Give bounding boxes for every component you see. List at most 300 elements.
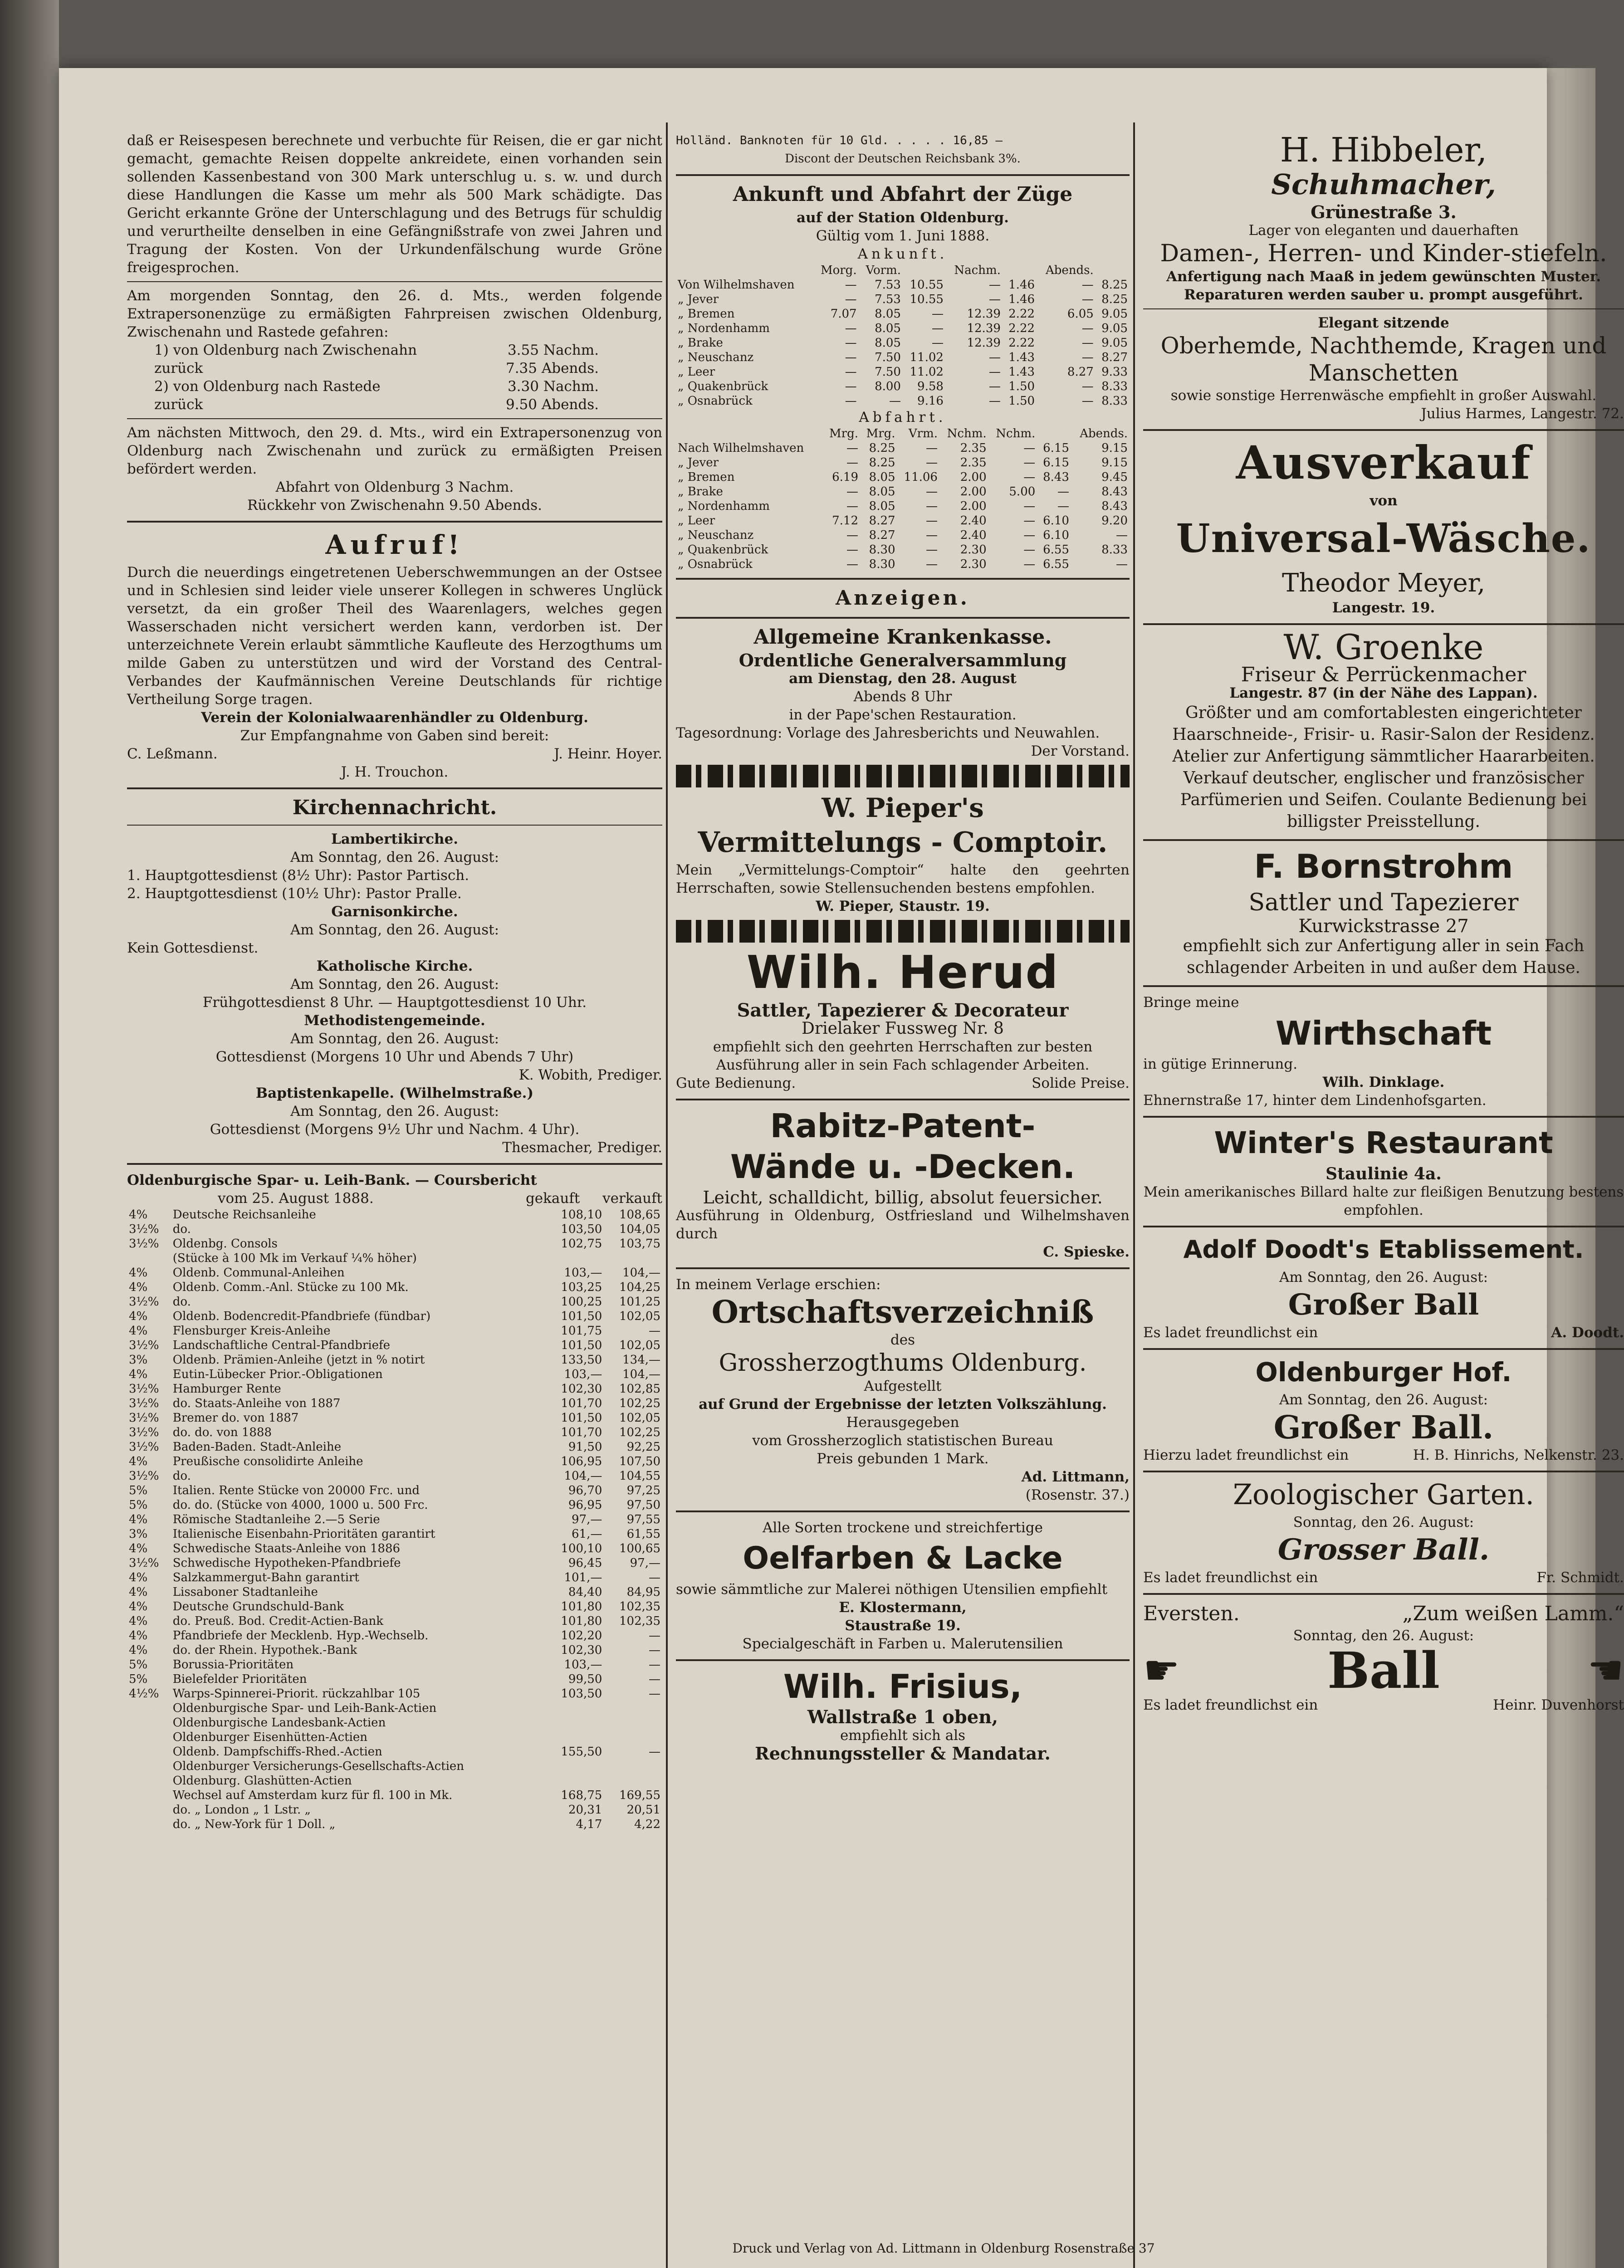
kurs-name: Oldenb. Prämien-Anleihe (jetzt in % notirt	[172, 1353, 425, 1367]
harmes-2: Oberhemde, Nachthemde, Kragen und Manschetten	[1160, 332, 1607, 386]
empfang-line: Zur Empfangnahme von Gaben sind bereit:	[240, 728, 549, 744]
kurs-rate: 4%	[129, 1310, 148, 1323]
kurs-name: Oldenburg. Glashütten-Actien	[172, 1774, 352, 1788]
train-time: —	[845, 394, 857, 408]
frisius-t2: Rechnungssteller & Mandatar.	[755, 1743, 1051, 1764]
table-row	[676, 557, 1130, 572]
herud-sub: Sattler, Tapezierer & Decorateur	[737, 1000, 1069, 1021]
herud-right: Solide Preise.	[1032, 1075, 1130, 1091]
train-time: —	[1023, 456, 1036, 469]
train-time: 8.25	[1101, 278, 1128, 292]
kurs-name: do.	[172, 1295, 191, 1309]
doodt-footer	[1143, 1324, 1624, 1342]
extrazug-route: zurück	[154, 396, 203, 413]
church-date: Am Sonntag, den 26. August:	[290, 1103, 499, 1119]
doodt-invite: Es ladet freundlichst ein	[1143, 1325, 1318, 1341]
ohof-footer	[1143, 1446, 1624, 1464]
station-name: „ Bremen	[678, 470, 735, 484]
train-time: —	[931, 336, 944, 350]
train-time: —	[846, 499, 858, 513]
table-row	[676, 543, 1130, 557]
kurs-rate: 3½%	[129, 1339, 159, 1352]
groenke-addr: Langestr. 87 (in der Nähe des Lappan).	[1229, 685, 1538, 701]
table-row	[676, 441, 1130, 455]
table-row	[127, 1309, 662, 1324]
kurs-bought: 155,50	[561, 1745, 602, 1759]
kk-order: Tagesordnung: Vorlage des Jahresberichts und Neuwahlen.	[676, 725, 1100, 741]
zoo-date: Sonntag, den 26. August:	[1293, 1514, 1474, 1530]
kurs-bought: 101,75	[561, 1324, 602, 1338]
train-time: 8.05	[869, 499, 895, 513]
train-time: —	[1081, 278, 1094, 292]
station-name: Nach Wilhelmshaven	[678, 441, 804, 455]
train-time: —	[846, 456, 858, 469]
train-time: 10.55	[910, 293, 944, 306]
table-row	[676, 470, 1130, 484]
table-row	[127, 1730, 662, 1745]
train-time: 8.25	[869, 441, 895, 455]
kurs-name: Bielefelder Prioritäten	[172, 1672, 307, 1686]
kurs-name: Wechsel auf Amsterdam kurz für fl. 100 in Mk.	[172, 1789, 453, 1802]
table-row	[127, 1716, 662, 1730]
mittwoch-return: Rückkehr von Zwischenahn 9.50 Abends.	[247, 497, 543, 513]
kurs-rate	[127, 1817, 171, 1832]
train-time: 8.33	[1101, 380, 1128, 393]
train-time: 8.27	[869, 514, 895, 528]
station-name: „ Brake	[678, 485, 723, 499]
table-row	[127, 1411, 662, 1425]
kk-sub: Ordentliche Generalversammlung	[739, 650, 1067, 670]
hibbeler-lager: Lager von eleganten und dauerhaften	[1248, 222, 1519, 239]
frisius-name: Wilh. Frisius,	[783, 1667, 1022, 1706]
table-row	[127, 1527, 662, 1541]
table-row	[127, 1483, 662, 1498]
train-time: 9.15	[1101, 441, 1128, 455]
table-row	[127, 1803, 662, 1817]
wirthschaft: Wirthschaft	[1275, 1014, 1492, 1052]
station-name: „ Leer	[678, 514, 715, 528]
train-time: 6.10	[1043, 528, 1069, 542]
abfahrt-label: Abfahrt.	[859, 409, 947, 425]
divider	[1143, 623, 1624, 625]
train-time: 2.40	[960, 514, 987, 528]
kurs-rate: 4%	[129, 1614, 148, 1628]
kurs-name: (Stücke à 100 Mk im Verkauf ¼% höher)	[172, 1251, 417, 1265]
kurs-bought: 96,95	[568, 1498, 602, 1512]
church-baptisten: Baptistenkapelle. (Wilhelmstraße.)	[255, 1085, 534, 1101]
extrazug-row	[127, 359, 662, 377]
kurs-rate: 4%	[129, 1600, 148, 1613]
rabitz-sig: C. Spieske.	[1043, 1244, 1130, 1260]
train-time: 2.00	[960, 499, 987, 513]
kurs-sold: 104,25	[619, 1281, 660, 1294]
table-row	[127, 1353, 662, 1367]
kk-title: Allgemeine Krankenkasse.	[753, 626, 1052, 649]
train-time: 8.43	[1101, 485, 1128, 499]
groenke-text: Größter und am comfortablesten eingerichteter Haarschneide-, Frisir- u. Rasir-Salon der Residenz. Atelier zur Anfertigung sämmtlicher Haararbeiten. Verkauf deutscher, englischer und französischer Parfümerien und Seifen. Coulante Bedienung bei billigster Preisstellung.	[1172, 704, 1595, 831]
table-row	[127, 1512, 662, 1527]
timetable-head: Vrm.	[908, 427, 938, 440]
train-time: —	[1057, 499, 1069, 513]
kk-sig: Der Vorstand.	[1031, 743, 1130, 759]
kirchen-title: Kirchennachricht.	[292, 796, 497, 819]
lamm-ball-row	[1143, 1641, 1624, 1700]
table-row	[127, 1222, 662, 1237]
kurs-bought	[546, 1716, 604, 1730]
kurs-rate: 3½%	[129, 1556, 159, 1570]
kurs-sold: 97,50	[626, 1498, 660, 1512]
table-row	[676, 499, 1130, 513]
kurs-bought: 20,31	[568, 1803, 602, 1817]
kurs-sold: 102,25	[619, 1397, 660, 1410]
table-row	[127, 1701, 662, 1716]
kurs-rate: 4%	[129, 1455, 148, 1468]
timetable-head	[676, 426, 823, 441]
anzeigen-title: Anzeigen.	[836, 587, 970, 610]
kurs-rate: 4%	[129, 1266, 148, 1280]
kurs-name: Deutsche Grundschuld-Bank	[172, 1600, 344, 1613]
train-time: —	[988, 394, 1001, 408]
kurs-sold: 102,35	[619, 1614, 660, 1628]
kurs-sold: 102,35	[619, 1600, 660, 1613]
table-row	[676, 455, 1130, 470]
train-time: 7.53	[875, 293, 901, 306]
church-date: Am Sonntag, den 26. August:	[290, 849, 499, 865]
train-time: 8.43	[1043, 470, 1069, 484]
name-2: J. Heinr. Hoyer.	[554, 746, 662, 762]
kurs-bought: 101,80	[561, 1600, 602, 1613]
column-2	[676, 132, 1130, 2263]
station-name: „ Osnabrück	[678, 394, 753, 408]
kurs-name: Landschaftliche Central-Pfandbriefe	[172, 1339, 390, 1352]
pieper-sig: W. Pieper, Staustr. 19.	[816, 898, 990, 914]
kurs-name: Oldenburgische Spar- und Leih-Bank-Actien	[172, 1701, 437, 1715]
kurs-bought: 103,—	[564, 1368, 602, 1381]
kurs-sold: —	[649, 1643, 660, 1657]
kurs-sold: 102,05	[619, 1339, 660, 1352]
orts-b: auf Grund der Ergebnisse der letzten Volkszählung.	[699, 1396, 1107, 1413]
kurs-name: Preußische consolidirte Anleihe	[172, 1455, 363, 1468]
kurs-bought: 103,—	[564, 1658, 602, 1672]
train-time: —	[1023, 543, 1036, 557]
kurs-rate: 5%	[129, 1498, 148, 1512]
train-time: —	[1023, 470, 1036, 484]
kurs-bought: 103,25	[561, 1281, 602, 1294]
kurs-rate: 3½%	[129, 1237, 159, 1251]
kurs-bought: 102,75	[561, 1237, 602, 1251]
kurs-sold	[604, 1701, 662, 1716]
column-rule	[666, 122, 668, 2268]
train-time: —	[988, 293, 1001, 306]
rabitz-3: Leicht, schalldicht, billig, absolut feuersicher.	[703, 1188, 1103, 1207]
zoo-invite: Es ladet freundlichst ein	[1143, 1569, 1318, 1586]
mittwoch-departure: Abfahrt von Oldenburg 3 Nachm.	[275, 479, 514, 495]
column-rule	[1133, 122, 1135, 2268]
frisius-addr: Wallstraße 1 oben,	[807, 1706, 998, 1728]
ankunft-label: Ankunft.	[857, 246, 948, 262]
divider	[1143, 1348, 1624, 1350]
train-time: —	[845, 380, 857, 393]
kurs-bought: 100,10	[561, 1542, 602, 1555]
timetable-head: Morg.	[820, 264, 857, 277]
station-name: „ Bremen	[678, 307, 735, 321]
divider	[127, 825, 662, 826]
harmes-1: Elegant sitzende	[1318, 315, 1449, 331]
kurs-bought: 104,—	[564, 1469, 602, 1483]
kurs-name: Oldenburger Eisenhütten-Actien	[172, 1730, 367, 1744]
kurs-sold: 104,—	[622, 1266, 660, 1280]
station-name: „ Nordenhamm	[678, 499, 770, 513]
orts-a: Aufgestellt	[864, 1378, 942, 1394]
orts-c: Herausgegeben	[846, 1414, 959, 1431]
pointing-hand-right-icon: ☛	[1143, 1647, 1180, 1694]
orts-d: vom Grossherzoglich statistischen Bureau	[752, 1432, 1053, 1449]
table-row	[127, 1672, 662, 1686]
kurs-bought: 101,70	[561, 1426, 602, 1439]
pieper-title: Vermittelungs - Comptoir.	[698, 826, 1108, 859]
train-time: 8.25	[1101, 293, 1128, 306]
extrazug-notice: Am morgenden Sonntag, den 26. d. Mts., werden folgende Extrapersonenzüge zu ermäßigten Fahrpreisen zwischen Oldenburg, Zwischenahn und Rastede gefahren:	[127, 288, 662, 340]
kk-time: Abends 8 Uhr	[853, 689, 952, 705]
kurs-sold: 61,55	[626, 1527, 660, 1541]
table-row	[676, 365, 1130, 379]
kurs-bought: 101,50	[561, 1339, 602, 1352]
table-row	[676, 336, 1130, 350]
divider	[676, 1510, 1130, 1512]
kurs-sold: —	[649, 1658, 660, 1672]
kurs-name: Deutsche Reichsanleihe	[172, 1208, 316, 1222]
train-time: —	[1116, 528, 1128, 542]
kurs-rate: 3½%	[129, 1440, 159, 1454]
kurs-name: do. „ London „ 1 Lstr. „	[172, 1803, 311, 1817]
kurs-rate: 4%	[129, 1513, 148, 1526]
doodt-ball: Großer Ball	[1288, 1288, 1479, 1322]
doodt-sig: A. Doodt.	[1551, 1325, 1624, 1341]
orts-title: Ortschaftsverzeichniß	[711, 1294, 1094, 1330]
train-time: 6.15	[1043, 456, 1069, 469]
aufruf-text: Durch die neuerdings eingetretenen Ueberschwemmungen an der Ostsee und in Schlesien sind leider viele unserer Kollegen in schweres Unglück versetzt, da ein großer Theil des Waarenlagers, welches gegen Wasserschaden nicht versichert werden kann, verdorben ist. Der unterzeichnete Verein erlaubt sämmtliche Kaufleute des Herzogthums um milde Gaben zu unterstützen und wird der Vorstand des Central-Verbandes der Kaufmännischen Vereine Deutschlands für richtige Vertheilung Sorge tragen.	[127, 564, 662, 708]
kurs-sold	[604, 1251, 662, 1266]
table-row	[127, 1686, 662, 1701]
ornament-band	[676, 765, 1130, 787]
timetable-head: Nachm.	[954, 264, 1001, 277]
table-row	[127, 1295, 662, 1309]
orts-sig2: (Rosenstr. 37.)	[1025, 1487, 1130, 1503]
kurs-sold: —	[649, 1672, 660, 1686]
train-time: 7.12	[832, 514, 858, 528]
kurs-sold: 108,65	[619, 1208, 660, 1222]
church-methodisten: Methodistengemeinde.	[304, 1012, 485, 1029]
train-time: 9.05	[1101, 322, 1128, 335]
table-row	[676, 321, 1130, 336]
verein-name: Verein der Kolonialwaarenhändler zu Oldenburg.	[201, 709, 588, 726]
table-row	[127, 1251, 662, 1266]
train-time: —	[988, 365, 1001, 379]
extrazug-route: 2) von Oldenburg nach Rastede	[154, 378, 381, 395]
kurs-name: do. do. (Stücke von 4000, 1000 u. 500 Frc.	[172, 1498, 428, 1512]
ornament-band	[676, 920, 1130, 943]
train-time: 9.45	[1101, 470, 1128, 484]
kurs-name: Italien. Rente Stücke von 20000 Frc. und	[172, 1484, 420, 1497]
kurs-rate: 5%	[129, 1658, 148, 1672]
kurs-sold: —	[649, 1324, 660, 1338]
kurs-sold: 100,65	[619, 1542, 660, 1555]
kurs-name: Warps-Spinnerei-Priorit. rückzahlbar 105	[172, 1687, 421, 1701]
extrazug-time: 7.35 Abends.	[505, 360, 599, 376]
orts-sig: Ad. Littmann,	[1021, 1469, 1130, 1485]
wirt-text: in gütige Erinnerung.	[1143, 1056, 1298, 1072]
station-name: „ Jever	[678, 293, 719, 306]
train-time: 2.22	[1008, 322, 1035, 335]
train-time: 1.43	[1008, 351, 1035, 364]
oel-sig: E. Klostermann,	[839, 1599, 967, 1616]
train-time: 8.00	[875, 380, 901, 393]
train-time: —	[925, 499, 938, 513]
divider	[127, 787, 662, 789]
lamm-date: Sonntag, den 26. August:	[1293, 1628, 1474, 1644]
timetable-head: Mrg.	[829, 427, 858, 440]
kurs-bought: 96,45	[568, 1556, 602, 1570]
table-row	[127, 1614, 662, 1628]
table-row	[676, 528, 1130, 543]
kurs-rate: 3½%	[129, 1411, 159, 1425]
orts-e: Preis gebunden 1 Mark.	[817, 1451, 989, 1467]
hibbeler-name: H. Hibbeler,	[1280, 131, 1487, 170]
train-time: 7.07	[830, 307, 857, 321]
timetable-head: Mrg.	[866, 427, 895, 440]
bornstrohm-addr: Kurwickstrasse 27	[1298, 916, 1469, 937]
kurs-sold: 104,55	[619, 1469, 660, 1483]
table-row	[127, 1207, 662, 1222]
doodt-name: Adolf Doodt's Etablissement.	[1183, 1235, 1584, 1264]
frisius-t1: empfiehlt sich als	[840, 1727, 966, 1744]
train-time: 8.30	[869, 557, 895, 571]
ankunft-table	[676, 263, 1130, 408]
church-service: Gottesdienst (Morgens 9½ Uhr und Nachm. 4 Uhr).	[210, 1121, 580, 1138]
table-row	[127, 1454, 662, 1469]
train-time: —	[931, 307, 944, 321]
extrazug-row	[127, 377, 662, 396]
ohof-date: Am Sonntag, den 26. August:	[1279, 1392, 1488, 1408]
train-time: 9.16	[917, 394, 944, 408]
bank-line: Holländ. Banknoten für 10 Gld. . . . . 16,85 —	[676, 134, 1003, 147]
kurs-name: Salzkammergut-Bahn garantirt	[172, 1571, 359, 1584]
timetable-head: Nchm.	[947, 427, 987, 440]
harmes-3: sowie sonstige Herrenwäsche empfiehlt in großer Auswahl.	[1170, 387, 1597, 404]
timetable-head: Abends.	[1080, 427, 1128, 440]
winters-addr: Staulinie 4a.	[1326, 1164, 1442, 1183]
groenke-name: W. Groenke	[1283, 627, 1484, 667]
ohof-invite: Hierzu ladet freundlichst ein	[1143, 1447, 1349, 1463]
train-time: —	[846, 557, 858, 571]
kurs-name: Oldenb. Bodencredit-Pfandbriefe (fündbar)	[172, 1310, 431, 1323]
train-time: —	[845, 293, 857, 306]
hibbeler-addr: Grünestraße 3.	[1311, 202, 1457, 222]
kurs-sold	[604, 1759, 662, 1774]
kurs-name: do.	[172, 1469, 191, 1483]
divider	[676, 1659, 1130, 1661]
church-lamberti: Lambertikirche.	[331, 831, 459, 847]
lamm-sig: Heinr. Duvenhorst	[1493, 1697, 1624, 1713]
train-time: —	[925, 514, 938, 528]
kurs-rate: 3½%	[129, 1295, 159, 1309]
train-time: 8.30	[869, 543, 895, 557]
hibbeler-t1: Anfertigung nach Maaß in jedem gewünschten Muster.	[1166, 269, 1601, 285]
kk-place: in der Pape'schen Restauration.	[789, 707, 1017, 723]
train-time: 11.06	[904, 470, 938, 484]
kurs-name: Bremer do. von 1887	[172, 1411, 299, 1425]
train-time: 7.50	[875, 365, 901, 379]
train-time: 12.39	[967, 307, 1001, 321]
timetable-head	[1003, 263, 1037, 278]
train-time: —	[925, 456, 938, 469]
kurs-bought: 168,75	[561, 1789, 602, 1802]
name-1: C. Leßmann.	[127, 746, 218, 762]
kurs-sold: —	[649, 1571, 660, 1584]
kurs-name: do. Preuß. Bod. Credit-Actien-Bank	[172, 1614, 384, 1628]
kurs-bought: 103,50	[561, 1687, 602, 1701]
kurs-bought	[546, 1759, 604, 1774]
herud-left: Gute Bedienung.	[676, 1075, 796, 1091]
kurs-rate: 4%	[129, 1368, 148, 1381]
church-date: Am Sonntag, den 26. August:	[290, 1031, 499, 1047]
kurs-sold: 134,—	[622, 1353, 660, 1367]
kurs-rate: 3½%	[129, 1469, 159, 1483]
table-row	[127, 1440, 662, 1454]
train-time: 9.05	[1101, 336, 1128, 350]
church-date: Am Sonntag, den 26. August:	[290, 922, 499, 938]
kurs-bought: 108,10	[561, 1208, 602, 1222]
table-row	[676, 350, 1130, 365]
train-time: 6.05	[1067, 307, 1094, 321]
train-time: —	[1081, 394, 1094, 408]
church-katholisch: Katholische Kirche.	[316, 958, 473, 974]
train-time: 8.43	[1101, 499, 1128, 513]
train-time: 8.05	[875, 322, 901, 335]
table-row	[127, 1469, 662, 1483]
meyer-name: Theodor Meyer,	[1282, 568, 1486, 598]
kurs-rate: 4%	[129, 1585, 148, 1599]
extrazug-time: 9.50 Abends.	[505, 396, 599, 413]
kurs-rate	[127, 1788, 171, 1803]
train-time: 2.22	[1008, 307, 1035, 321]
kurs-name: Schwedische Staats-Anleihe von 1886	[172, 1542, 401, 1555]
kurs-sold: 84,95	[626, 1585, 660, 1599]
train-time: —	[845, 322, 857, 335]
kurs-name: Oldenbg. Consols	[172, 1237, 278, 1251]
column-1	[127, 132, 662, 2263]
divider	[127, 281, 662, 282]
table-row	[127, 1338, 662, 1353]
kurs-rate	[127, 1759, 171, 1774]
train-time: 8.33	[1101, 543, 1128, 557]
train-time: 8.05	[875, 307, 901, 321]
train-time: —	[988, 278, 1001, 292]
train-time: —	[1057, 485, 1069, 499]
table-row	[127, 1788, 662, 1803]
train-time: —	[1023, 557, 1036, 571]
kurs-rate: 3½%	[129, 1382, 159, 1396]
train-time: 8.33	[1101, 394, 1128, 408]
train-time: 2.00	[960, 470, 987, 484]
kurs-rate: 4%	[129, 1629, 148, 1642]
train-time: —	[1023, 499, 1036, 513]
aufruf-title: Aufruf!	[325, 529, 464, 560]
train-time: 10.55	[910, 278, 944, 292]
kurs-date: vom 25. August 1888.	[218, 1190, 374, 1207]
timetable-head	[903, 263, 945, 278]
train-time: 12.39	[967, 322, 1001, 335]
